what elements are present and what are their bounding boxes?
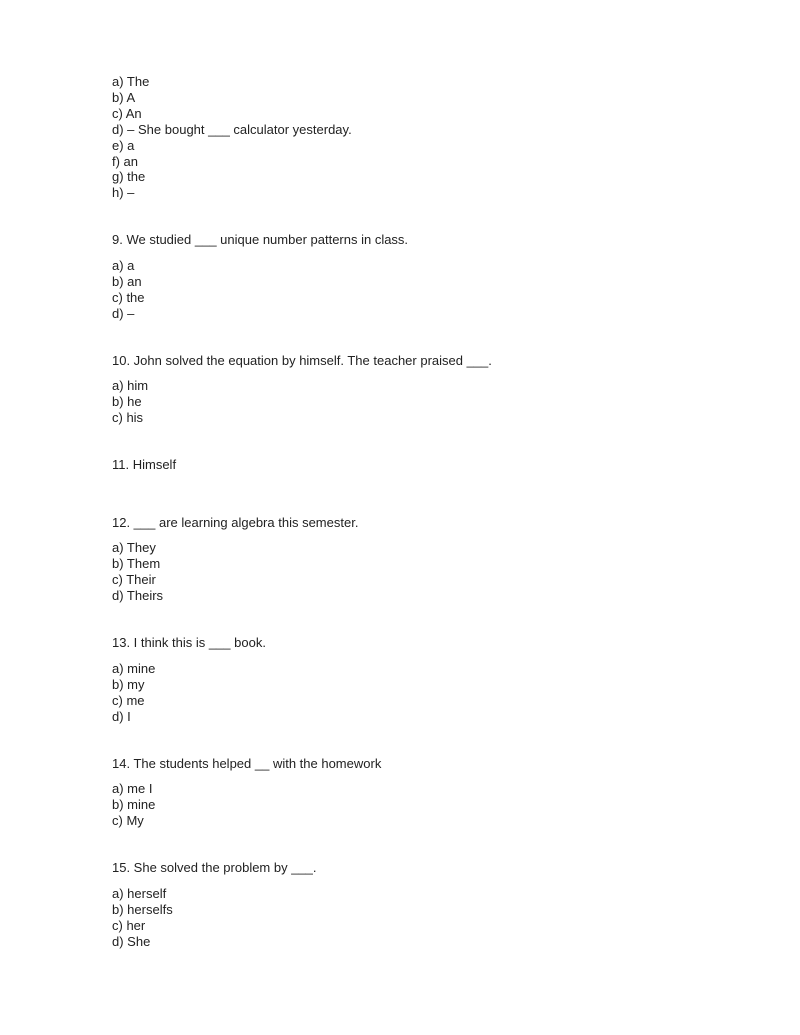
option: a) herself	[112, 886, 167, 901]
question-9: 9. We studied ___ unique number patterns in class.	[112, 232, 409, 247]
option: c) me	[112, 692, 145, 708]
option: b) an	[112, 273, 142, 289]
option: b) herselfs	[112, 901, 173, 917]
option: c) her	[112, 917, 146, 933]
option: c) My	[112, 812, 144, 828]
option: a) me I	[112, 781, 153, 796]
question-12-options	[112, 540, 163, 604]
intro-options-list	[112, 74, 352, 201]
option: b) my	[112, 676, 145, 692]
option: d) Theirs	[112, 587, 164, 603]
option: b) he	[112, 393, 142, 409]
option: a) The	[112, 74, 150, 89]
option: d) –	[112, 305, 135, 321]
option: d) – She bought ___ calculator yesterday.	[112, 121, 352, 137]
option: a) mine	[112, 661, 156, 676]
question-12: 12. ___ are learning algebra this semester.	[112, 515, 359, 530]
option: c) the	[112, 289, 145, 305]
option: a) him	[112, 378, 149, 393]
question-13: 13. I think this is ___ book.	[112, 635, 266, 650]
option: e) a	[112, 137, 135, 153]
question-15: 15. She solved the problem by ___.	[112, 860, 317, 875]
option: g) the	[112, 169, 146, 185]
option: b) A	[112, 89, 136, 105]
option: b) Them	[112, 555, 161, 571]
option: d) She	[112, 933, 151, 949]
question-9-options	[112, 258, 145, 322]
option: a) a	[112, 258, 135, 273]
option: f) an	[112, 153, 139, 169]
question-15-options	[112, 886, 173, 950]
option: a) They	[112, 540, 156, 555]
option: h) –	[112, 185, 135, 201]
question-10: 10. John solved the equation by himself. The teacher praised ___.	[112, 353, 492, 368]
option: c) his	[112, 409, 144, 425]
option: d) I	[112, 708, 131, 724]
option: c) An	[112, 105, 142, 121]
question-11: 11. Himself	[112, 457, 177, 472]
question-13-options	[112, 661, 155, 725]
question-14-options	[112, 781, 155, 829]
question-14: 14. The students helped __ with the homework	[112, 756, 382, 771]
question-10-options	[112, 378, 148, 426]
option: b) mine	[112, 796, 156, 812]
option: c) Their	[112, 571, 156, 587]
